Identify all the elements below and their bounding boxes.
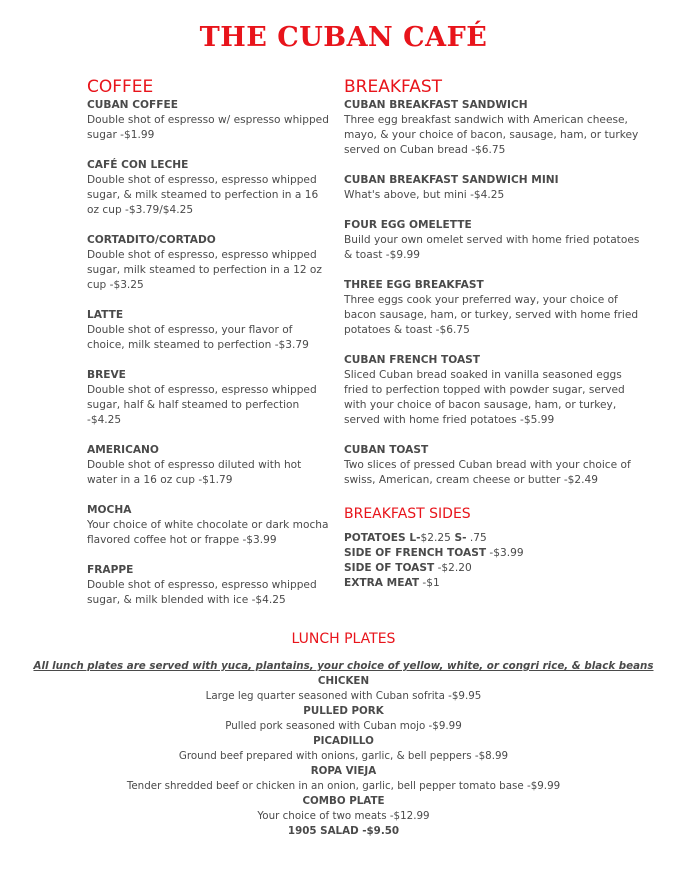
item-name: CUBAN COFFEE: [87, 99, 178, 111]
item-name: CUBAN FRENCH TOAST: [344, 354, 481, 366]
lunch-item-name: PULLED PORK: [303, 705, 384, 717]
lunch-section: [0, 629, 687, 839]
item-name: LATTE: [87, 309, 124, 321]
side-item: [344, 561, 649, 576]
lunch-item-name: PICADILLO: [313, 735, 374, 747]
lunch-item-name: ROPA VIEJA: [310, 765, 377, 777]
menu-title: THE CUBAN CAFÉ: [199, 22, 488, 53]
lunch-item-description: Large leg quarter seasoned with Cuban sofrita -$9.95: [205, 690, 482, 702]
item-description: Two slices of pressed Cuban bread with your choice of swiss, American, cream cheese or butter -$2.49: [344, 459, 631, 486]
item-name: FOUR EGG OMELETTE: [344, 219, 472, 231]
item-description: Three eggs cook your preferred way, your choice of bacon sausage, ham, or turkey, served with home fried potatoes & toast -$6.75: [344, 294, 639, 336]
item-description: What's above, but mini -$4.25: [344, 189, 505, 201]
breakfast-section: [344, 76, 649, 591]
side-name: EXTRA MEAT: [344, 577, 420, 589]
side-price: -$2.20: [434, 562, 472, 574]
side-price: $2.25: [420, 532, 451, 544]
item-name: CUBAN BREAKFAST SANDWICH: [344, 99, 528, 111]
breakfast-sides-heading: BREAKFAST SIDES: [344, 506, 471, 522]
menu-item: [344, 353, 649, 428]
menu-item: [344, 278, 649, 338]
item-name: CORTADITO/CORTADO: [87, 234, 216, 246]
menu-item: [87, 563, 332, 608]
coffee-section: [87, 76, 332, 623]
item-description: Double shot of espresso w/ espresso whipped sugar -$1.99: [87, 114, 329, 141]
item-name: CUBAN TOAST: [344, 444, 429, 456]
side-name: SIDE OF TOAST: [344, 562, 435, 574]
item-name: CUBAN BREAKFAST SANDWICH MINI: [344, 174, 559, 186]
item-description: Sliced Cuban bread soaked in vanilla seasoned eggs fried to perfection topped with powder sugar, served with your choice of bacon sausage, ham, or turkey, served with home fried potatoes -$5.99: [344, 369, 625, 426]
item-description: Double shot of espresso, espresso whipped sugar, & milk steamed to perfection in a 16 oz cup -$3.79/$4.25: [87, 174, 319, 216]
item-name: AMERICANO: [87, 444, 159, 456]
item-description: Double shot of espresso, espresso whipped sugar, & milk blended with ice -$4.25: [87, 579, 317, 606]
lunch-heading: LUNCH PLATES: [291, 631, 396, 647]
item-description: Double shot of espresso, your flavor of choice, milk steamed to perfection -$3.79: [87, 324, 309, 351]
menu-item: [87, 503, 332, 548]
lunch-item-name: 1905 SALAD -$9.50: [287, 825, 400, 837]
menu-item: [344, 443, 649, 488]
menu-item: [344, 98, 649, 158]
lunch-item-description: Pulled pork seasoned with Cuban mojo -$9.99: [225, 720, 462, 732]
breakfast-heading: BREAKFAST: [344, 77, 443, 97]
item-description: Build your own omelet served with home fried potatoes & toast -$9.99: [344, 234, 640, 261]
menu-item: [344, 218, 649, 263]
breakfast-sides-section: [344, 503, 649, 591]
item-description: Three egg breakfast sandwich with American cheese, mayo, & your choice of bacon, sausage, ham, or turkey served on Cuban bread -$6.75: [344, 114, 639, 156]
menu-item: [87, 158, 332, 218]
menu-item: [87, 233, 332, 293]
side-item: [344, 531, 649, 546]
item-name: MOCHA: [87, 504, 132, 516]
lunch-item-name: CHICKEN: [317, 675, 370, 687]
menu-item: [87, 368, 332, 428]
side-price: -$1: [419, 577, 440, 589]
side-item: [344, 576, 649, 591]
side-name: SIDE OF FRENCH TOAST: [344, 547, 487, 559]
lunch-item-description: Ground beef prepared with onions, garlic, & bell peppers -$8.99: [178, 750, 509, 762]
side-name: POTATOES L-: [344, 532, 421, 544]
side-price: .75: [466, 532, 487, 544]
lunch-item-name: COMBO PLATE: [302, 795, 385, 807]
item-name: CAFÉ CON LECHE: [87, 159, 189, 171]
side-price: -$3.99: [486, 547, 524, 559]
item-description: Double shot of espresso, espresso whipped sugar, milk steamed to perfection in a 12 oz cup -$3.25: [87, 249, 322, 291]
item-name: THREE EGG BREAKFAST: [344, 279, 484, 291]
menu-item: [87, 443, 332, 488]
side-item: [344, 546, 649, 561]
menu-item: [344, 173, 649, 203]
lunch-item-description: Tender shredded beef or chicken in an onion, garlic, bell pepper tomato base -$9.99: [126, 780, 561, 792]
side-name: S-: [450, 532, 467, 544]
item-name: BREVE: [87, 369, 126, 381]
lunch-note: All lunch plates are served with yuca, plantains, your choice of yellow, white, or congri rice, & black beans: [33, 660, 654, 672]
menu-item: [87, 308, 332, 353]
item-description: Double shot of espresso diluted with hot water in a 16 oz cup -$1.79: [87, 459, 302, 486]
item-description: Your choice of white chocolate or dark mocha flavored coffee hot or frappe -$3.99: [87, 519, 329, 546]
item-description: Double shot of espresso, espresso whipped sugar, half & half steamed to perfection -$4.25: [87, 384, 317, 426]
item-name: FRAPPE: [87, 564, 134, 576]
lunch-item-description: Your choice of two meats -$12.99: [257, 810, 430, 822]
menu-item: [87, 98, 332, 143]
coffee-heading: COFFEE: [87, 77, 154, 97]
